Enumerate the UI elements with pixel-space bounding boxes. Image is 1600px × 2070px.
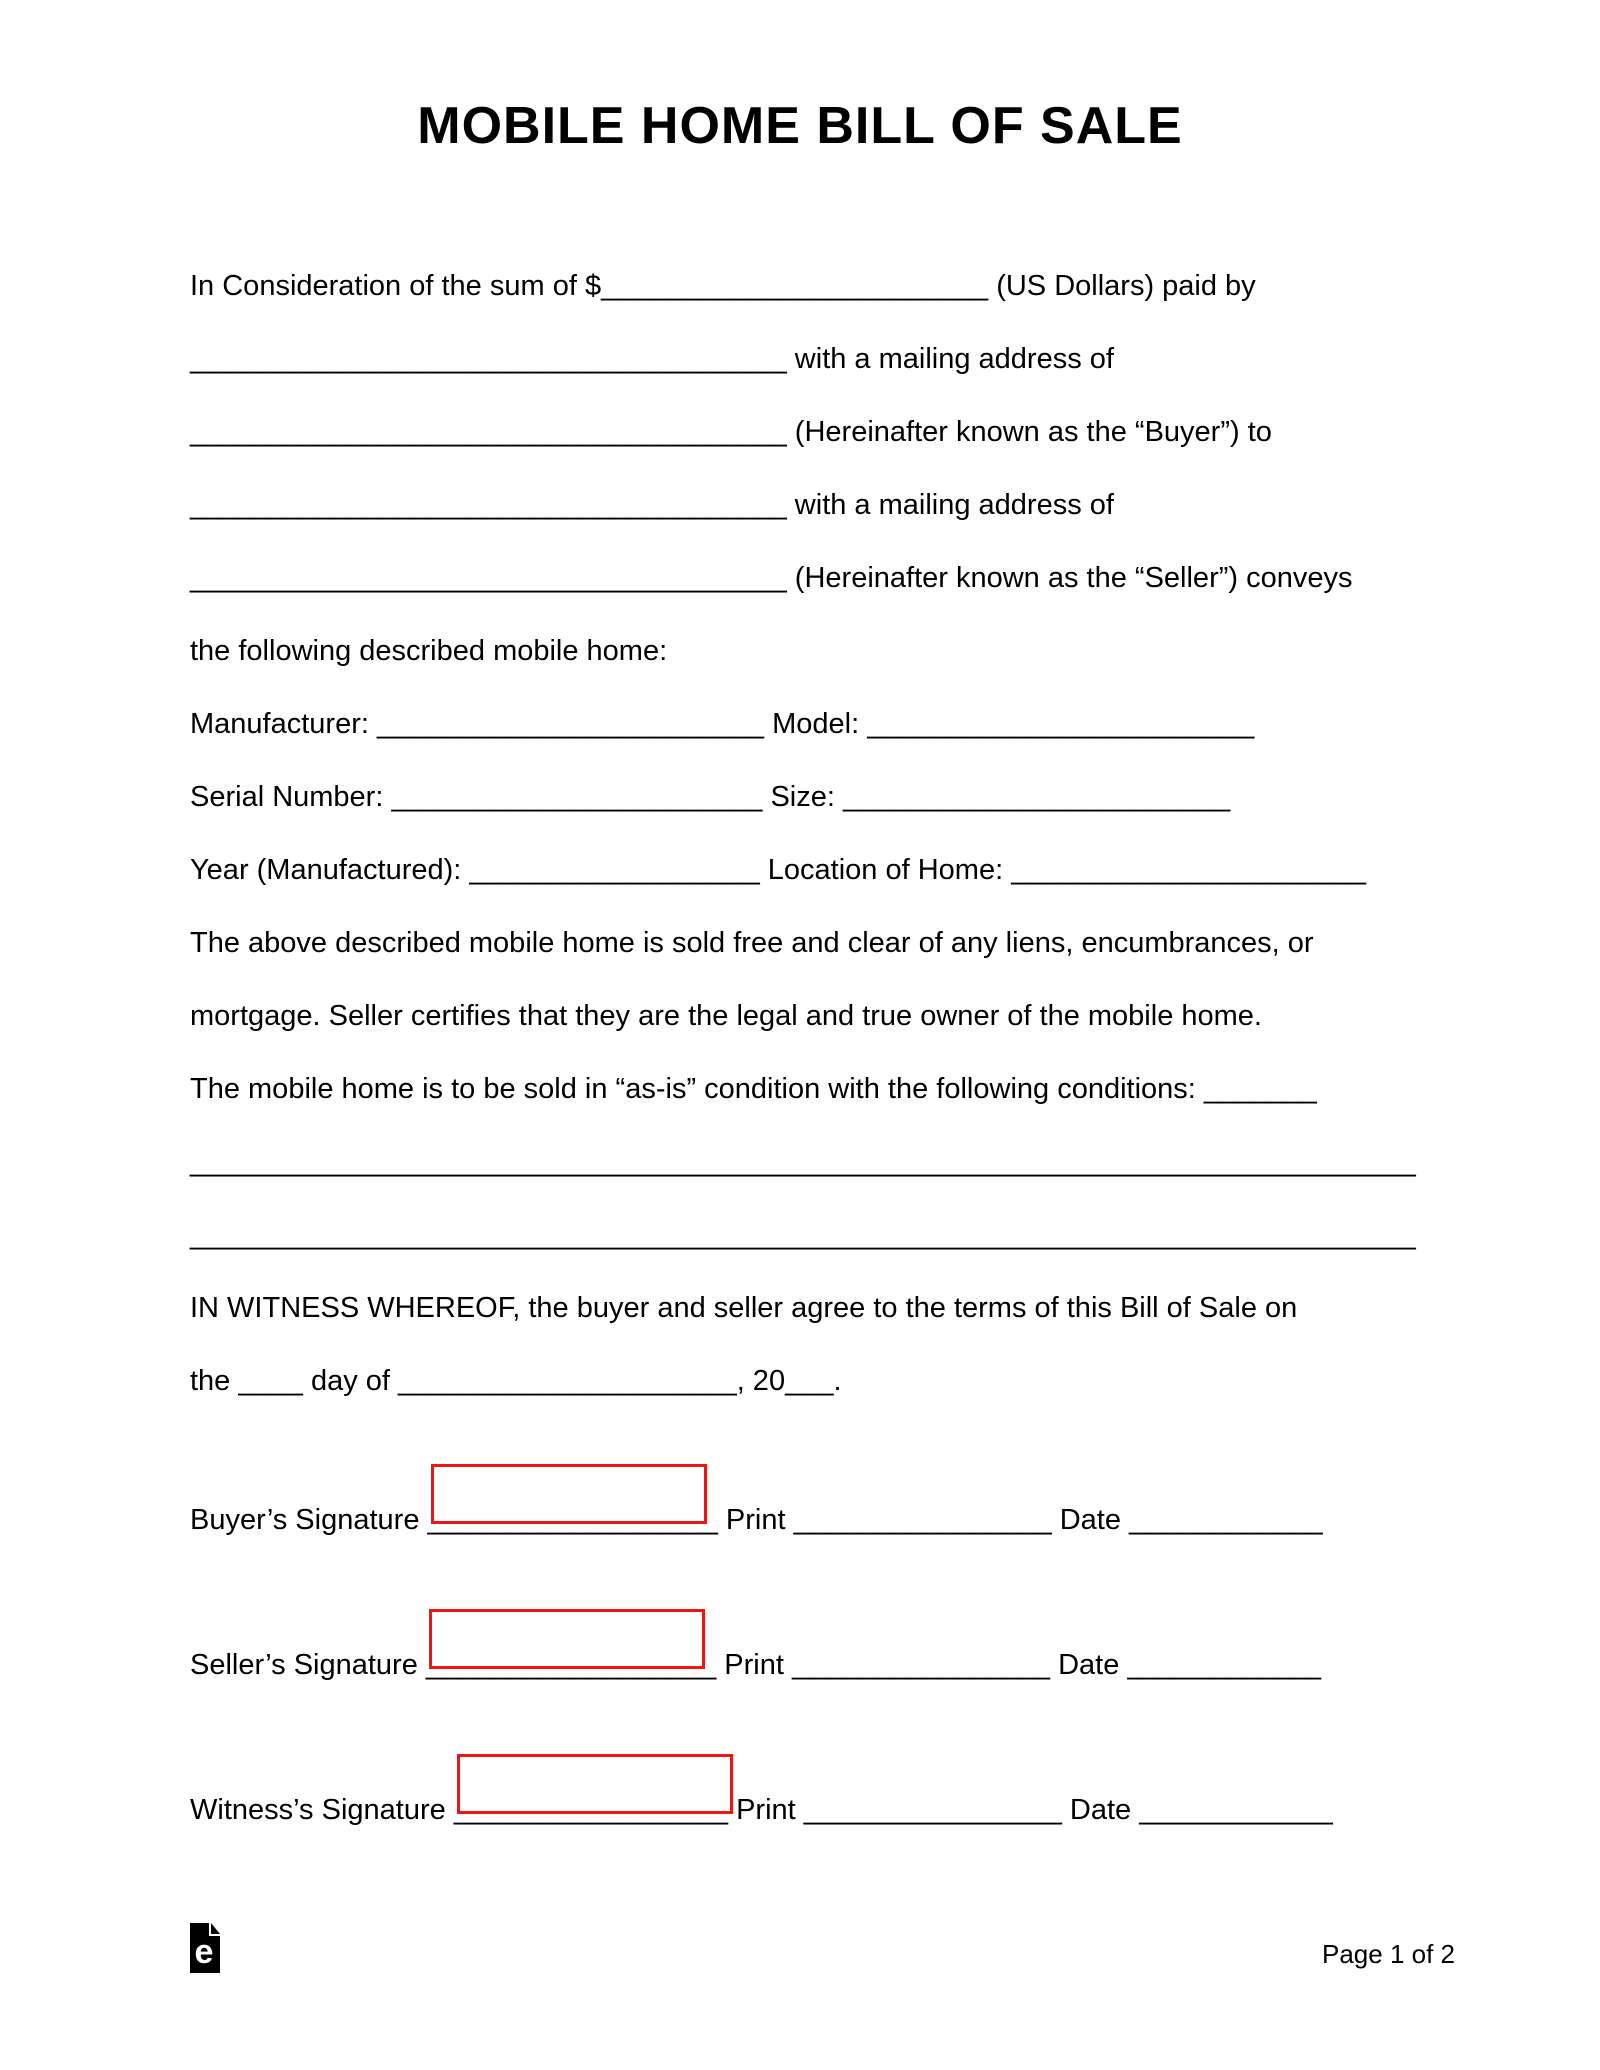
witness-signature-field[interactable] xyxy=(457,1754,733,1814)
seller-signature-field[interactable] xyxy=(429,1609,705,1669)
witness-signature-blank: _________________ xyxy=(453,1794,728,1826)
seller-print-blank: ________________ xyxy=(791,1649,1051,1681)
page-title: MOBILE HOME BILL OF SALE xyxy=(417,97,1183,155)
form-line-seller-name: _____________________________________ with a mailing address of xyxy=(190,489,1114,521)
seller-print-label: Print xyxy=(724,1649,784,1681)
buyer-signature-blank: __________________ xyxy=(427,1504,718,1536)
form-line-described-home-intro: the following described mobile home: xyxy=(190,635,668,667)
seller-date-label: Date xyxy=(1058,1649,1120,1681)
buyer-print-label: Print xyxy=(725,1504,786,1536)
buyer-date-label: Date xyxy=(1059,1504,1121,1536)
witness-signature-label: Witness’s Signature xyxy=(190,1794,446,1826)
witness-date-blank: ____________ xyxy=(1139,1794,1333,1826)
form-line-as-is-clause: The mobile home is to be sold in “as-is” condition with the following conditions: _______ xyxy=(190,1073,1317,1105)
seller-date-blank: ____________ xyxy=(1127,1649,1321,1681)
form-line-buyer-name: _____________________________________ with a mailing address of xyxy=(190,343,1114,375)
eforms-logo-icon xyxy=(190,1923,220,1973)
form-line-conditions-blank-2: ____________________________________________________________________________ xyxy=(190,1219,1416,1251)
buyer-date-blank: ____________ xyxy=(1129,1504,1323,1536)
form-line-buyer-designation: _____________________________________ (Hereinafter known as the “Buyer”) to xyxy=(190,416,1272,448)
form-line-execution-date: the ____ day of _____________________, 20___. xyxy=(190,1365,842,1397)
form-line-witness-whereof: IN WITNESS WHEREOF, the buyer and seller agree to the terms of this Bill of Sale on xyxy=(190,1292,1298,1324)
form-line-free-clear-clause: The above described mobile home is sold free and clear of any liens, encumbrances, or xyxy=(190,927,1314,959)
eforms-logo-letter: e xyxy=(194,1933,214,1971)
witness-date-label: Date xyxy=(1069,1794,1132,1826)
buyer-signature-line xyxy=(428,1500,718,1540)
form-line-conditions-blank-1: ____________________________________________________________________________ xyxy=(190,1146,1416,1178)
seller-signature-blank: __________________ xyxy=(425,1649,717,1681)
witness-signature-line xyxy=(454,1790,728,1830)
seller-signature-row xyxy=(190,1645,1321,1685)
page-number-indicator: Page 1 of 2 xyxy=(1322,1939,1455,1969)
buyer-signature-label: Buyer’s Signature xyxy=(190,1504,420,1536)
seller-signature-line xyxy=(426,1645,716,1685)
form-body xyxy=(190,250,1430,1418)
seller-signature-label: Seller’s Signature xyxy=(190,1649,418,1681)
form-line-year-location: Year (Manufactured): __________________ Location of Home: ______________________ xyxy=(190,854,1367,886)
buyer-print-blank: ________________ xyxy=(793,1504,1052,1536)
witness-print-blank: ________________ xyxy=(803,1794,1062,1826)
buyer-signature-field[interactable] xyxy=(431,1464,707,1524)
form-line-manufacturer-model: Manufacturer: ________________________ Model: ________________________ xyxy=(190,708,1255,740)
form-line-seller-designation: _____________________________________ (Hereinafter known as the “Seller”) conveys xyxy=(190,562,1353,594)
witness-print-label: Print xyxy=(736,1794,796,1826)
form-line-serial-size: Serial Number: _______________________ Size: ________________________ xyxy=(190,781,1231,813)
form-line-consideration: In Consideration of the sum of $________________________ (US Dollars) paid by xyxy=(190,270,1256,302)
form-line-owner-clause: mortgage. Seller certifies that they are the legal and true owner of the mobile home. xyxy=(190,1000,1262,1032)
witness-signature-row xyxy=(190,1790,1333,1830)
buyer-signature-row xyxy=(190,1500,1323,1540)
